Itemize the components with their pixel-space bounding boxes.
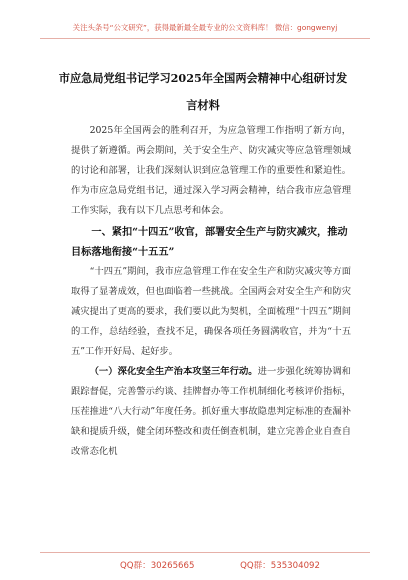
section-1-heading: 一、紧扣“十四五”收官，部署安全生产与防灾减灾，推动目标落地衔接“十五五” [71,226,348,258]
intro-paragraph: 2025年全国两会的胜利召开，为应急管理工作指明了新方向，提供了新遵循。两会期间，关于安全生产、防灾减灾等应急管理领域的讨论和部署，让我们深刻认识到应急管理工作的重要性和紧迫性。作为市应急局党组书记，通过深入学习两会精神，结合我市应急管理工作实际，我有以下几点思考和体会。 [71,125,351,216]
promo-banner: 关注头条号“公文研究”，获得最新最全最专业的公文资料库！ 微信：gongwenyj [72,23,338,32]
footer-contacts [120,559,320,571]
qq-group-2: QQ群：535304092 [240,561,320,571]
footer-divider [40,552,370,553]
section-1-paragraph: “十四五”期间，我市应急管理工作在安全生产和防灾减灾等方面取得了显著成效，但也面临着一些挑战。全国两会对安全生产和防灾减灾提出了更高的要求，我们要以此为契机，全面梳理“十四五”期间的工作，总结经验，查找不足，确保各项任务圆满收官，并为“十五五”工作开好局、起好步。 [71,266,351,357]
document-body [71,121,351,462]
header-divider [40,38,370,39]
subsection-1 [71,362,351,462]
subsection-1-heading: （一）深化安全生产治本攻坚三年行动。 [89,366,258,377]
document-title: 市应急局党组书记学习2025年全国两会精神中心组研讨发言材料 [58,71,348,112]
qq-group-1: QQ群：30265665 [120,561,195,571]
subsection-1-text: 进一步强化统筹协调和跟踪督促，完善警示约谈、挂牌督办等工作机制细化考核评价指标，压茬推进“八大行动”年度任务。抓好重大事故隐患判定标准的查漏补缺和提质升级，健全闭环整改和责任倒查机制，建立完善企业自查自改常态化机 [71,366,351,457]
